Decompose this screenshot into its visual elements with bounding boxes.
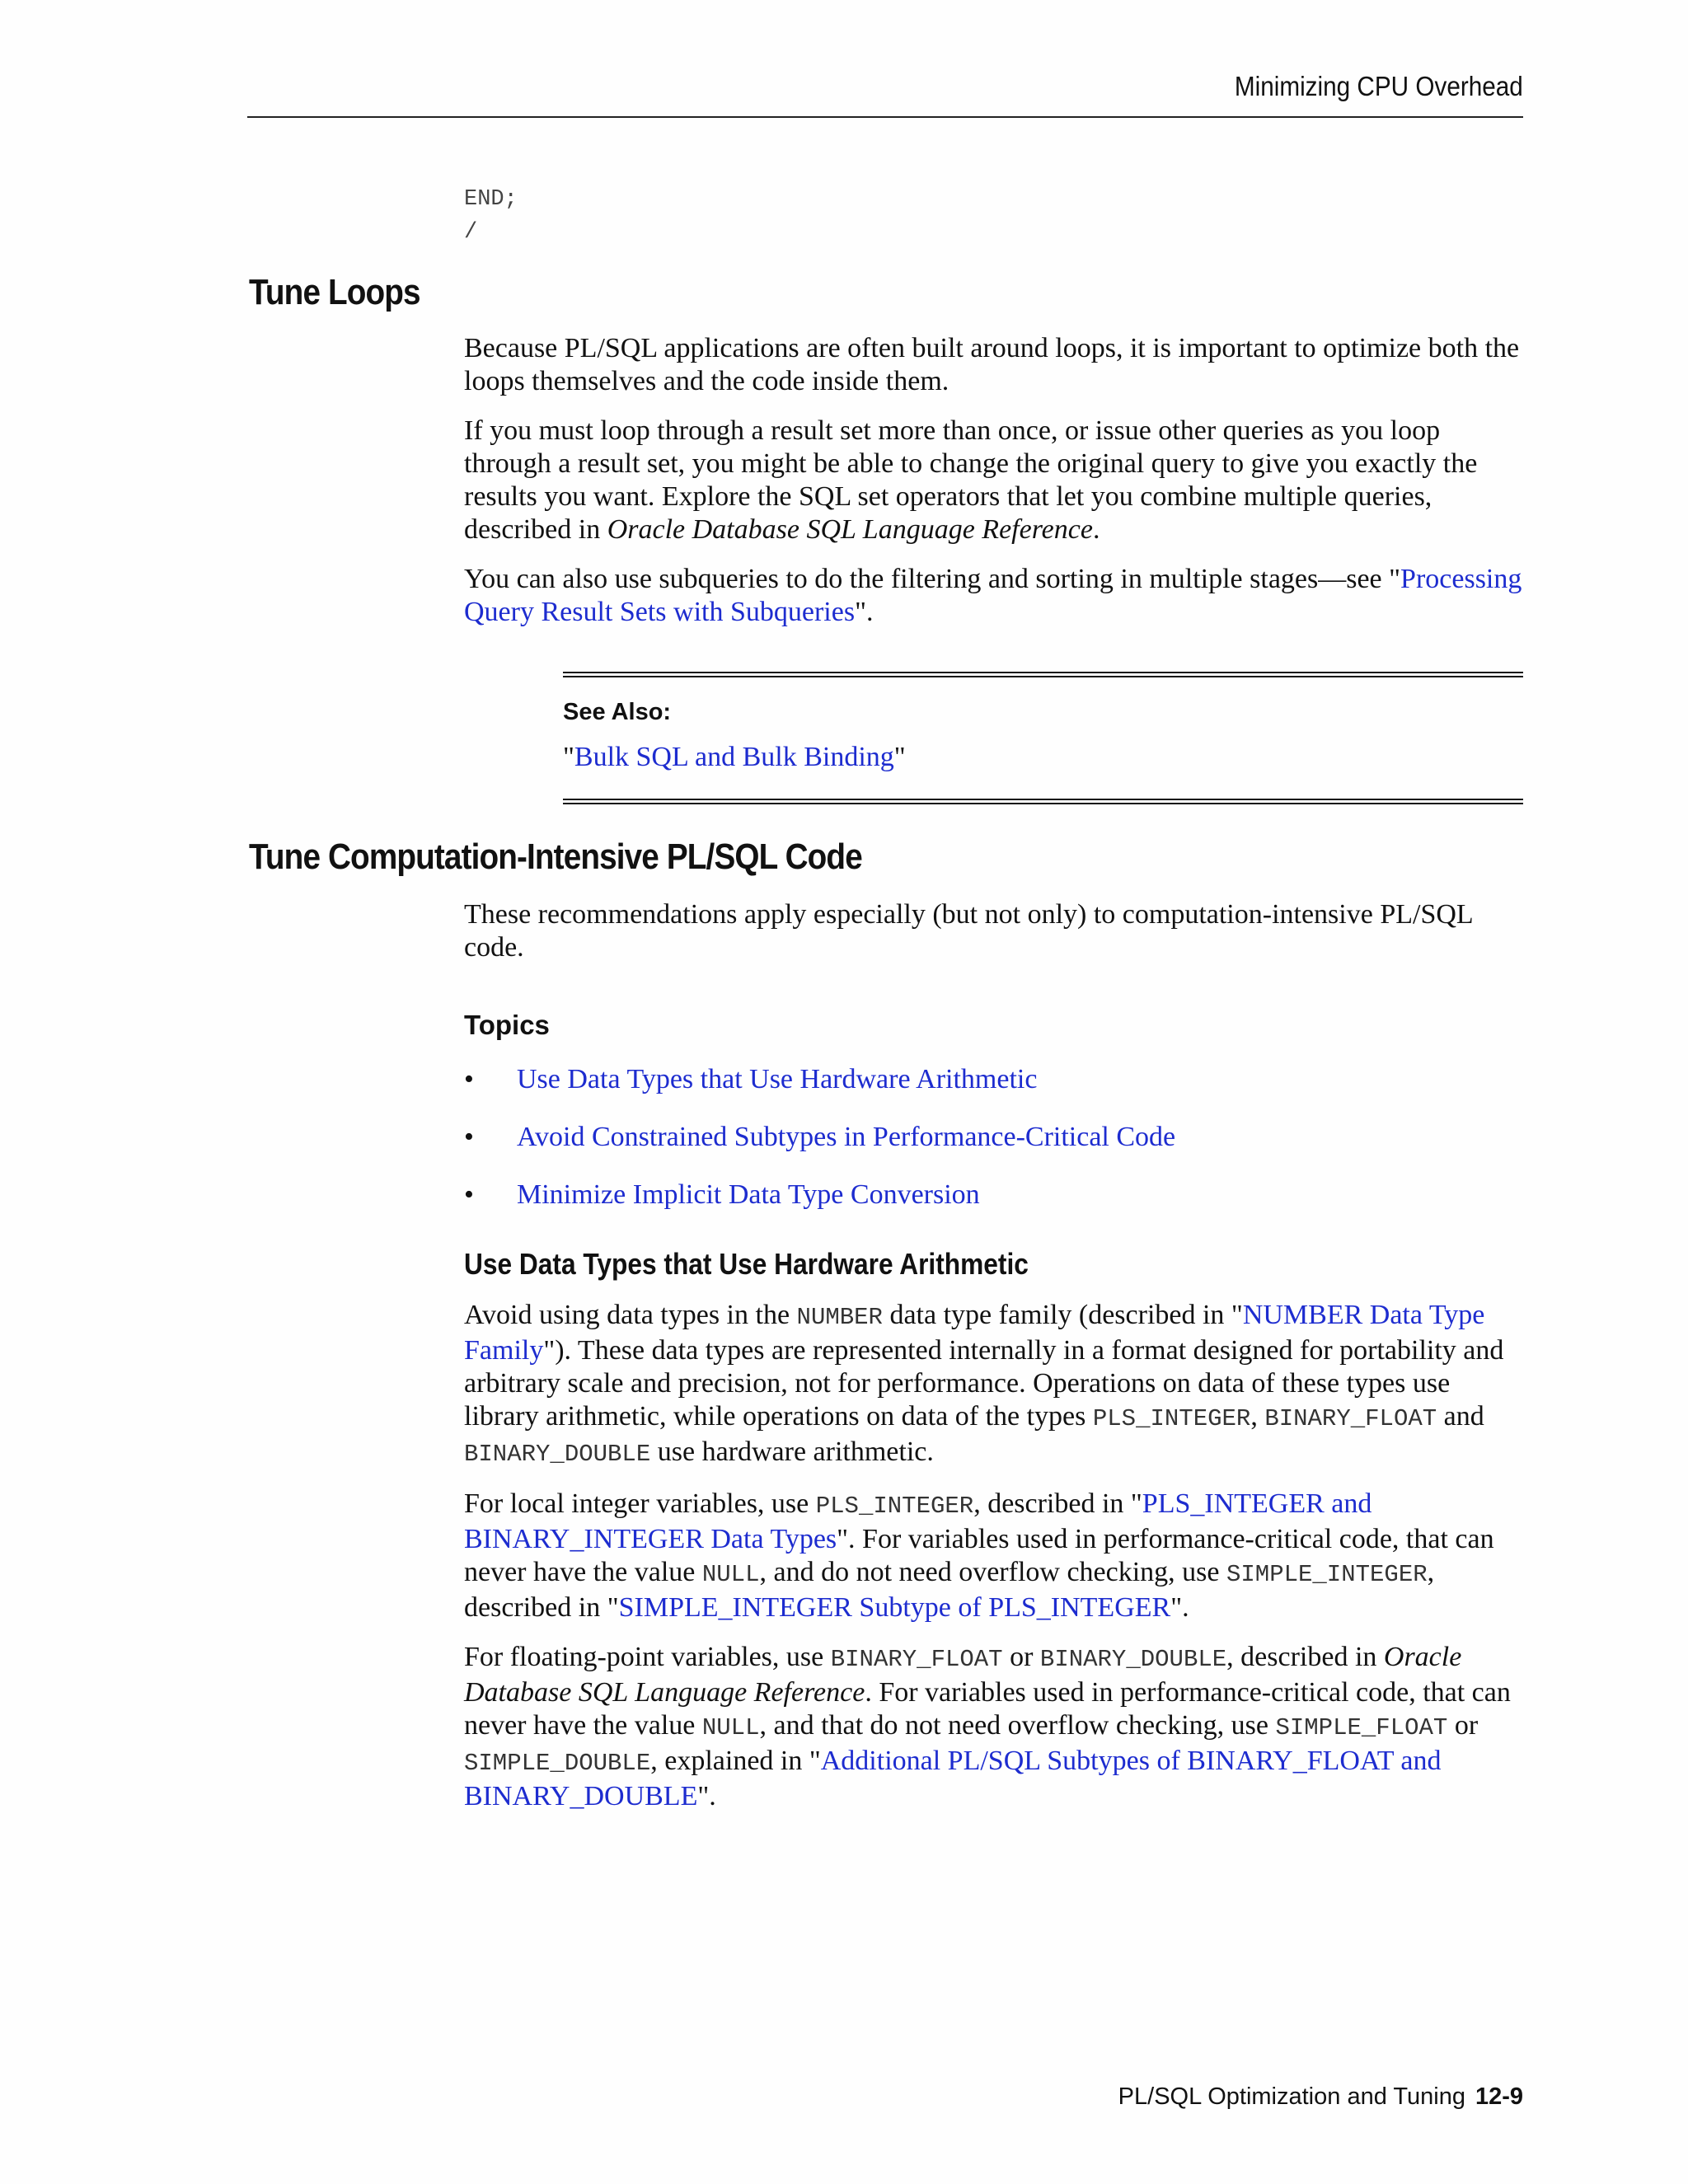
code-term: PLS_INTEGER <box>815 1493 974 1520</box>
text: or <box>1447 1710 1479 1741</box>
paragraph: These recommendations apply especially (but not only) to computation-intensive PL/SQL code. <box>464 899 1473 963</box>
code-term: PLS_INTEGER <box>1092 1405 1251 1432</box>
text: , and do not need overflow checking, use <box>759 1557 1226 1587</box>
text: or <box>1002 1642 1040 1672</box>
list-item <box>464 1121 1175 1179</box>
bullet: • <box>464 1064 474 1094</box>
link-number-data-type-family[interactable]: NUMBER Data Type Family <box>464 1300 1485 1366</box>
code-line: END; <box>464 187 518 212</box>
paragraph <box>464 1488 1527 1624</box>
tune-computation-intro <box>464 898 1527 981</box>
code-term: NULL <box>701 1561 760 1588</box>
code-term: NUMBER <box>796 1304 883 1331</box>
link-simple-integer-subtype[interactable]: SIMPLE_INTEGER Subtype of PLS_INTEGER <box>618 1592 1171 1623</box>
topic-link[interactable]: Use Data Types that Use Hardware Arithmetic <box>517 1064 1038 1094</box>
link-bulk-sql[interactable]: Bulk SQL and Bulk Binding <box>574 742 894 772</box>
code-term: SIMPLE_FLOAT <box>1275 1714 1448 1741</box>
text: For floating-point variables, use <box>464 1642 831 1672</box>
link-processing-query-result-sets[interactable]: Processing Query Result Sets with Subqueries <box>464 564 1522 627</box>
page-footer <box>1118 2083 1523 2111</box>
text: use hardware arithmetic. <box>650 1436 934 1467</box>
topic-link[interactable]: Minimize Implicit Data Type Conversion <box>517 1179 980 1210</box>
text: . For variables used in performance-critical code, that can never have the value <box>464 1677 1511 1741</box>
code-term: BINARY_FLOAT <box>830 1646 1003 1673</box>
hardware-arithmetic-body <box>464 1299 1527 1830</box>
book-reference: Oracle Database SQL Language Reference <box>464 1642 1462 1708</box>
code-term: BINARY_DOUBLE <box>1039 1646 1227 1673</box>
divider <box>563 799 1523 804</box>
text: and <box>1437 1401 1484 1432</box>
see-also-box <box>563 672 1523 804</box>
tune-loops-body <box>464 332 1527 645</box>
text: , and that do not need overflow checking, use <box>759 1710 1276 1741</box>
list-item <box>464 1179 1175 1236</box>
link-pls-integer-data-types[interactable]: PLS_INTEGER and BINARY_INTEGER Data Types <box>464 1488 1372 1554</box>
paragraph <box>464 1641 1527 1813</box>
text: . <box>1092 514 1100 545</box>
text: , explained in " <box>650 1746 821 1776</box>
topics-label: Topics <box>464 1010 550 1040</box>
code-term: SIMPLE_DOUBLE <box>464 1750 651 1777</box>
section-heading-tune-loops: Tune Loops <box>249 272 420 312</box>
code-line: / <box>464 220 478 245</box>
page-number: 12-9 <box>1475 2083 1523 2110</box>
text: You can also use subqueries to do the filtering and sorting in multiple stages—see <box>464 564 1390 594</box>
text: " <box>893 742 906 772</box>
text: Avoid using data types in the <box>464 1300 797 1330</box>
see-also-label: See Also: <box>563 699 672 725</box>
code-term: NULL <box>701 1714 760 1741</box>
text: " <box>1389 564 1401 594</box>
text: For local integer variables, use <box>464 1488 816 1519</box>
text: ". <box>697 1781 716 1811</box>
header-rule <box>247 116 1523 118</box>
see-also-entry <box>563 741 1523 774</box>
paragraph <box>464 415 1527 546</box>
topics-list <box>464 1063 1175 1236</box>
paragraph: Because PL/SQL applications are often built around loops, it is important to optimize both the loops themselves and the code inside them. <box>464 333 1520 396</box>
text: , <box>1250 1401 1265 1432</box>
link-additional-plsql-subtypes[interactable]: Additional PL/SQL Subtypes of BINARY_FLOAT and BINARY_DOUBLE <box>464 1746 1442 1811</box>
text: ". For variables used in performance-critical code, that can never have the value <box>464 1524 1494 1587</box>
text: ". <box>855 597 874 627</box>
text: " <box>563 742 574 772</box>
text: ". <box>1170 1592 1189 1623</box>
code-term: BINARY_DOUBLE <box>464 1441 651 1468</box>
bullet: • <box>464 1179 474 1210</box>
text: , described in <box>1226 1642 1384 1672</box>
running-header: Minimizing CPU Overhead <box>1235 71 1523 101</box>
paragraph <box>464 563 1527 629</box>
bullet: • <box>464 1122 474 1152</box>
code-term: SIMPLE_INTEGER <box>1226 1561 1428 1588</box>
text: data type family (described in " <box>882 1300 1243 1330</box>
section-heading-tune-computation: Tune Computation-Intensive PL/SQL Code <box>249 837 862 877</box>
book-reference: Oracle Database SQL Language Reference <box>607 514 1093 545</box>
code-term: BINARY_FLOAT <box>1264 1405 1437 1432</box>
list-item <box>464 1063 1175 1121</box>
text: , described in " <box>973 1488 1142 1519</box>
divider <box>563 672 1523 677</box>
text: , described in " <box>464 1557 1435 1623</box>
footer-chapter: PL/SQL Optimization and Tuning <box>1118 2083 1465 2110</box>
text: "). These data types are represented internally in a format designed for portability and arbitrary scale and precision, not for performance. Operations on data of these types use library arithmetic, while operations on data of the types <box>464 1335 1504 1432</box>
subsection-heading: Use Data Types that Use Hardware Arithmetic <box>464 1247 1029 1281</box>
text: If you must loop through a result set more than once, or issue other queries as you loop through a result set, you might be able to change the original query to give you exactly the results you want. Explore the SQL set operators that let you combine multiple queries, described in <box>464 415 1478 545</box>
topic-link[interactable]: Avoid Constrained Subtypes in Performance-Critical Code <box>517 1122 1176 1152</box>
paragraph <box>464 1299 1527 1471</box>
code-snippet <box>464 183 518 249</box>
